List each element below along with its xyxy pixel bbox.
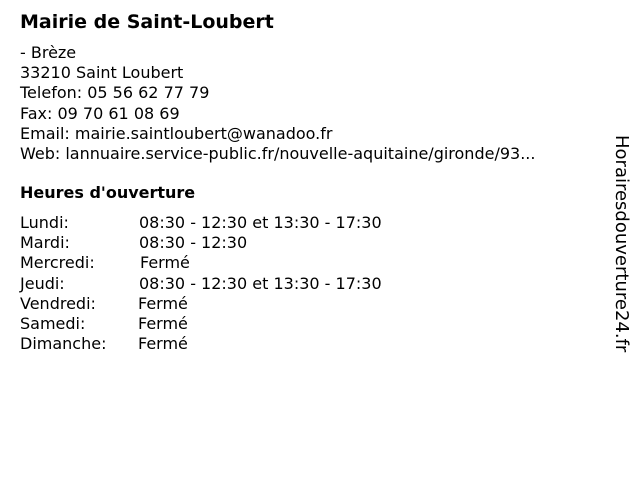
day-hours: 08:30 - 12:30 et 13:30 - 17:30 [139, 273, 382, 293]
hours-heading: Heures d'ouverture [20, 183, 196, 202]
hours-row-monday [20, 213, 382, 233]
day-hours: 08:30 - 12:30 et 13:30 - 17:30 [139, 213, 382, 232]
contact-block [20, 43, 535, 164]
page-title: Mairie de Saint-Loubert [20, 11, 274, 33]
day-label: Vendredi: [20, 293, 96, 313]
fax-line: Fax: 09 70 61 08 69 [20, 103, 180, 123]
address-city: 33210 Saint Loubert [20, 63, 184, 83]
hours-table [20, 213, 382, 354]
site-watermark: Horairesdouverture24.fr [611, 135, 632, 353]
hours-row-friday [20, 294, 382, 314]
day-hours: Fermé [140, 253, 190, 273]
day-hours: Fermé [138, 293, 188, 313]
day-hours: Fermé [138, 313, 188, 333]
email-line: Email: mairie.saintloubert@wanadoo.fr [20, 123, 333, 143]
hours-row-sunday [20, 334, 382, 354]
hours-row-wednesday [20, 253, 382, 273]
day-label: Jeudi: [20, 273, 65, 293]
web-line: Web: lannuaire.service-public.fr/nouvelle-aquitaine/gironde/93... [20, 143, 536, 163]
day-label: Dimanche: [20, 334, 107, 354]
address-street: - Brèze [20, 43, 77, 62]
day-label: Mercredi: [20, 253, 95, 273]
hours-row-saturday [20, 314, 382, 334]
hours-row-thursday [20, 274, 382, 294]
hours-row-tuesday [20, 233, 382, 253]
day-hours: 08:30 - 12:30 [139, 233, 248, 253]
day-hours: Fermé [138, 334, 188, 354]
phone-line: Telefon: 05 56 62 77 79 [20, 83, 210, 103]
day-label: Samedi: [20, 313, 86, 333]
day-label: Mardi: [20, 233, 70, 253]
day-label: Lundi: [20, 213, 69, 232]
